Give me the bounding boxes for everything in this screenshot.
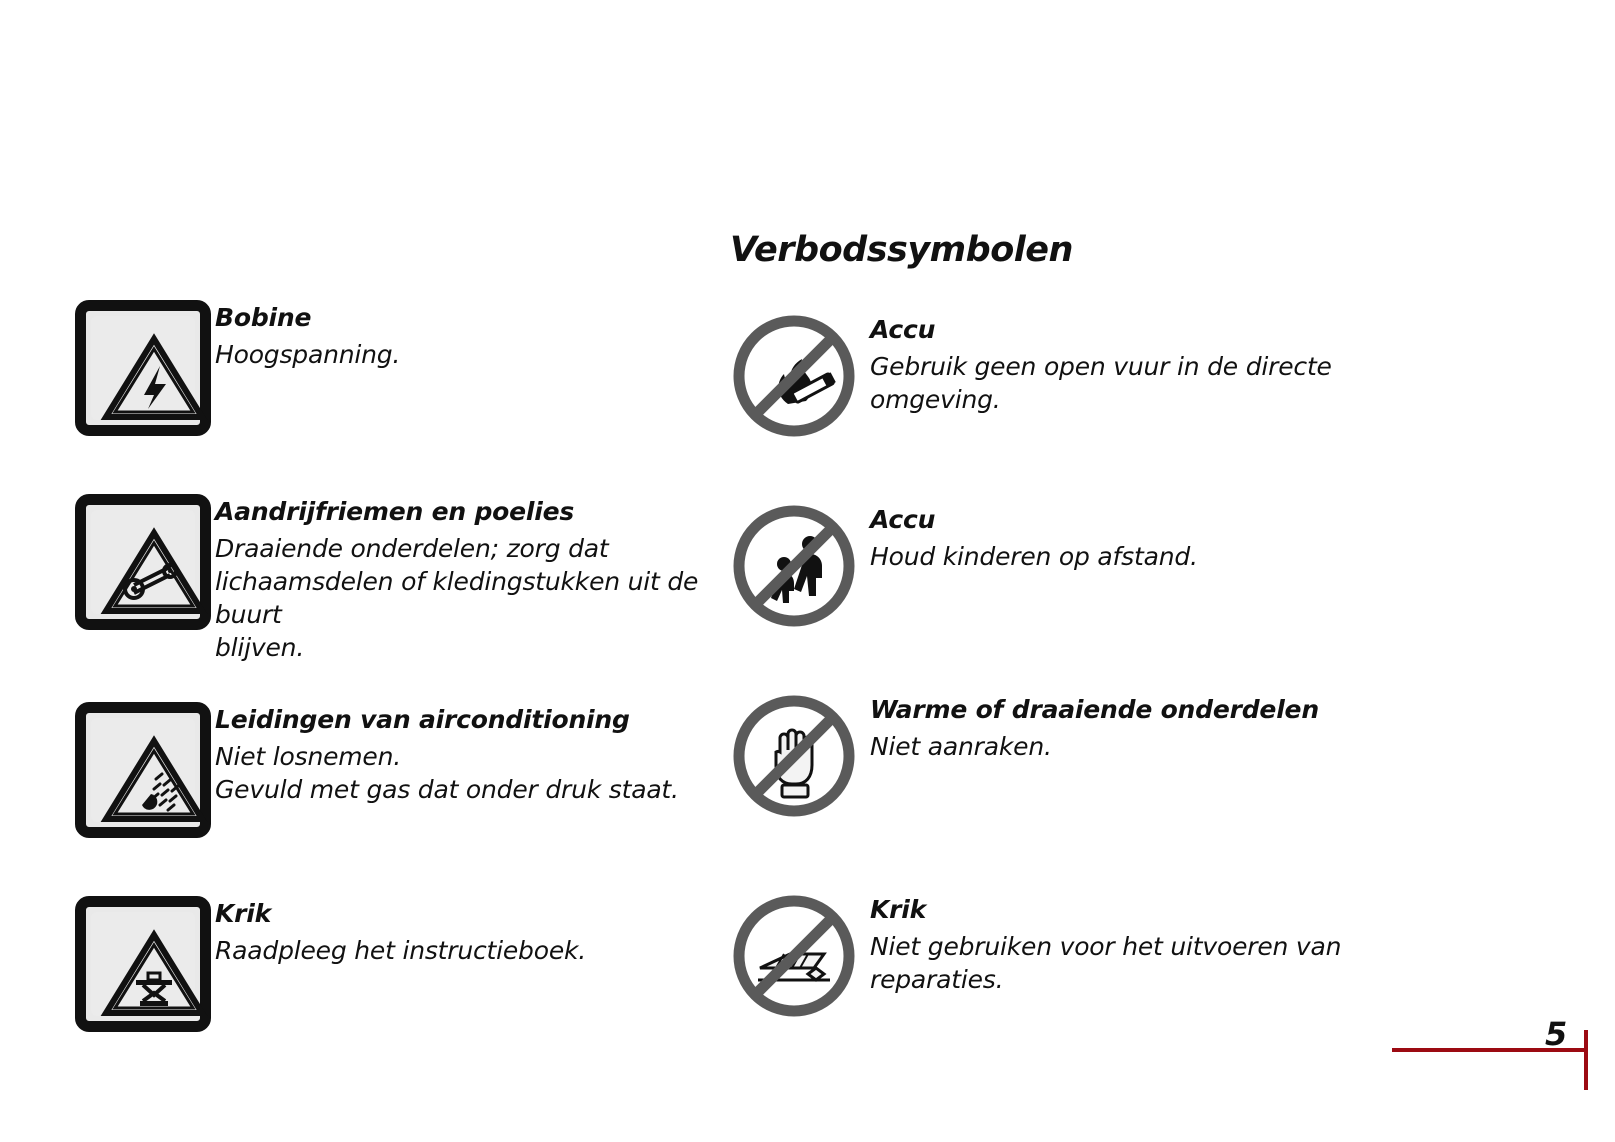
no-jack-repairs-icon <box>730 892 858 1020</box>
entry-body-line: blijven. <box>215 632 305 662</box>
warning-symbols-column <box>75 300 715 1074</box>
entry-body <box>215 532 715 664</box>
entry-body-line: omgeving. <box>870 384 1001 414</box>
text-slot <box>870 692 1520 763</box>
text-slot <box>215 702 715 806</box>
entry-body <box>215 740 715 806</box>
entry-title: Krik <box>870 895 927 924</box>
text-slot <box>215 896 715 967</box>
no-children-icon <box>730 502 858 630</box>
entry-title: Bobine <box>215 303 312 332</box>
entry-body <box>215 338 715 371</box>
entry-title: Accu <box>870 505 936 534</box>
entry-body <box>215 934 715 967</box>
text-slot <box>215 300 715 371</box>
text-slot <box>870 892 1520 996</box>
list-item <box>75 300 715 436</box>
entry-body-line: Raadpleeg het instructieboek. <box>215 935 587 965</box>
list-item <box>75 896 715 1032</box>
entry-body-line: Niet losnemen. <box>215 741 401 771</box>
warning-high-voltage-icon <box>75 300 211 436</box>
page-number-tick <box>1584 1030 1588 1090</box>
entry-title: Warme of draaiende onderdelen <box>870 695 1319 724</box>
entry-title: Krik <box>215 898 272 928</box>
warning-air-conditioning-icon <box>75 702 211 838</box>
warning-belt-pulley-icon <box>75 494 211 630</box>
entry-title: Leidingen van airconditioning <box>215 704 630 734</box>
entry-title: Accu <box>870 315 936 344</box>
list-item <box>730 692 1520 820</box>
list-item <box>730 892 1520 1020</box>
icon-slot <box>75 896 215 1032</box>
entry-body-line: Draaiende onderdelen; zorg dat <box>215 533 609 563</box>
entry-body-line: Niet gebruiken voor het uitvoeren van <box>870 931 1342 961</box>
page-number: 5 <box>1545 1015 1568 1053</box>
entry-body-line: lichaamsdelen of kledingstukken uit de buurt <box>215 566 699 629</box>
text-slot <box>215 494 715 664</box>
no-touching-hand-icon <box>730 692 858 820</box>
list-item <box>730 502 1520 630</box>
entry-body-line: Gebruik geen open vuur in de directe <box>870 351 1332 381</box>
prohibition-symbols-column <box>730 230 1520 1062</box>
warning-jack-icon <box>75 896 211 1032</box>
icon-slot <box>730 312 870 440</box>
entry-body <box>870 730 1520 763</box>
entry-body <box>870 540 1520 573</box>
entry-body-line: Gevuld met gas dat onder druk staat. <box>215 774 679 804</box>
icon-slot <box>730 502 870 630</box>
no-open-flame-icon <box>730 312 858 440</box>
text-slot <box>870 312 1520 416</box>
icon-slot <box>75 702 215 838</box>
entry-body-line: Houd kinderen op afstand. <box>870 541 1198 571</box>
section-heading: Verbodssymbolen <box>730 230 1073 270</box>
entry-body-line: Hoogspanning. <box>215 339 401 369</box>
text-slot <box>870 502 1520 573</box>
entry-title: Aandrijfriemen en poelies <box>215 497 575 526</box>
list-item <box>730 312 1520 440</box>
icon-slot <box>75 494 215 630</box>
entry-body <box>870 350 1520 416</box>
icon-slot <box>75 300 215 436</box>
entry-body-line: reparaties. <box>870 964 1004 994</box>
icon-slot <box>730 892 870 1020</box>
entry-body-line: Niet aanraken. <box>870 731 1052 761</box>
icon-slot <box>730 692 870 820</box>
entry-body <box>870 930 1520 996</box>
list-item <box>75 494 715 664</box>
list-item <box>75 702 715 838</box>
